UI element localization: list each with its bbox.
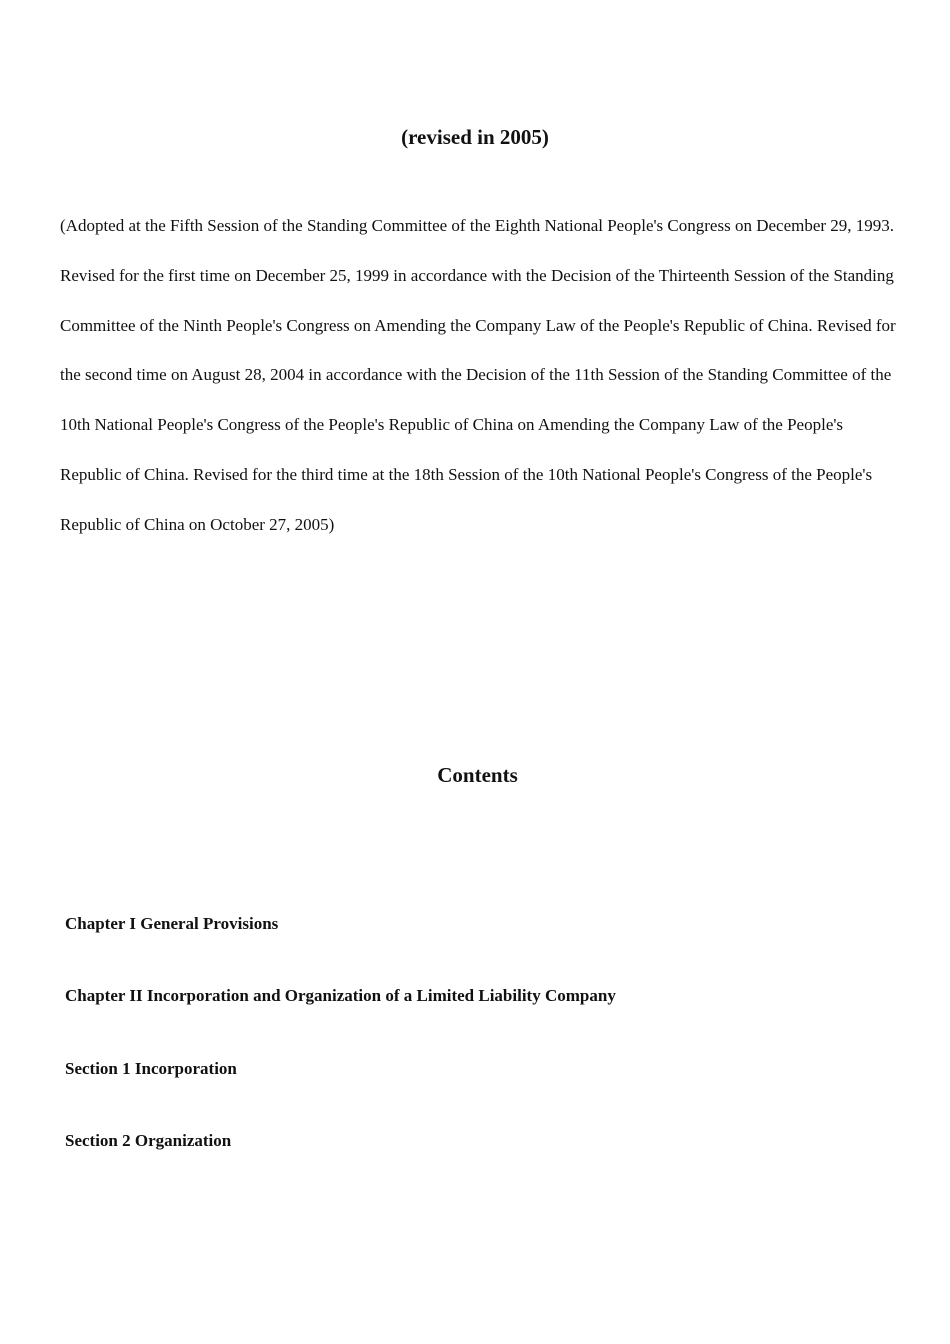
toc-chapter-1: Chapter I General Provisions [65, 914, 279, 933]
document-subtitle: (revised in 2005) [401, 125, 549, 149]
toc-section-1: Section 1 Incorporation [65, 1058, 237, 1078]
toc-section-2: Section 2 Organization [65, 1130, 232, 1150]
adoption-note: (Adopted at the Fifth Session of the Standing Committee of the Eighth National People's Congress on December 29, 1993. Revised for the first time on December 25, 1999 in accordance with the Decision of the Thirteenth Session of the Standing Committee of the Ninth People's Congress on Amending the Company Law of the People's Republic of China. Revised for the second time on August 28, 2004 in accordance with the Decision of the 11th Session of the Standing Committee of the 10th National People's Congress of the People's Republic of China on Amending the Company Law of the People's Republic of China. Revised for the third time at the 18th Session of the 10th National People's Congress of the People's Republic of China on October 27, 2005) [60, 216, 896, 534]
table-of-contents [65, 911, 905, 1200]
toc-chapter-2: Chapter II Incorporation and Organization of a Limited Liability Company [65, 986, 616, 1006]
contents-title: Contents [437, 763, 518, 787]
